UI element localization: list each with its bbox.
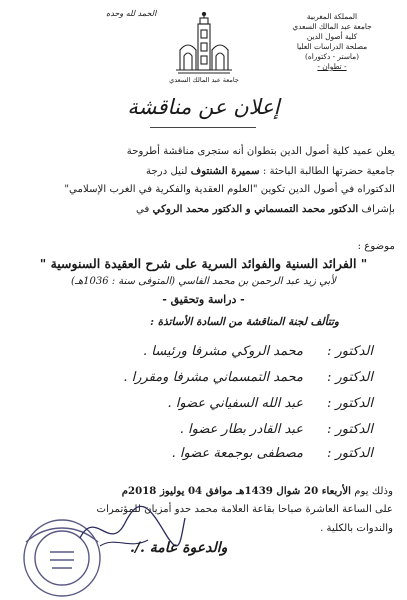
committee-member — [172, 446, 373, 461]
paragraph-text: لنيل درجة — [146, 166, 191, 177]
member-name: مصطفى بوجمعة عضوا . — [171, 446, 303, 461]
logo-caption: جامعة عبد المالك السعدي — [169, 76, 239, 84]
committee-member — [180, 422, 373, 437]
member-title: الدكتور : — [326, 396, 373, 411]
committee-member — [123, 370, 373, 385]
hamdala-text: الحمد لله وحده — [106, 9, 157, 18]
paragraph-text: بإشراف — [358, 204, 395, 215]
member-title: الدكتور : — [326, 370, 373, 385]
member-name: عبد الله السفياني عضوا . — [167, 396, 303, 411]
header-line: - تطوان - — [317, 62, 347, 71]
header-line: جامعة عبد المالك السعدي — [292, 22, 372, 31]
paragraph-text: جامعية حضرتها الطالبة الباحثة : — [259, 166, 395, 177]
paragraph-line-2 — [12, 165, 395, 177]
title-underline — [150, 127, 256, 128]
header-line: المملكة المغربية — [306, 12, 358, 21]
thesis-title: " الفرائد السنية والفوائد السرية على شرح العقيدة السنوسية " — [39, 256, 368, 271]
member-title: الدكتور : — [326, 344, 373, 359]
member-title: الدكتور : — [326, 422, 373, 437]
announcement-title: إعلان عن مناقشة — [127, 95, 280, 119]
paragraph-line-3: الدكتوراه في أصول الدين تكوين "العلوم العقدية والفكرية في الغرب الإسلامي" — [64, 184, 395, 195]
closing-line-2: على الساعة العاشرة صباحا بقاعة العلامة محمد حدو أمزيان للمؤتمرات — [96, 504, 393, 515]
closing-line-3: والندوات بالكلية . — [320, 523, 393, 534]
student-name: سميرة الشنتوف — [190, 165, 260, 177]
committee-member — [168, 396, 373, 411]
paragraph-line-4 — [12, 203, 395, 215]
header-line: (ماستر - دكتوراه) — [304, 52, 360, 61]
member-name: محمد الروكي مشرفا ورئيسا . — [143, 344, 303, 359]
member-title: الدكتور : — [326, 446, 373, 461]
paragraph-text: في — [136, 204, 153, 215]
committee-member — [143, 344, 373, 359]
header-line: مصلحة الدراسات العليا — [296, 42, 368, 51]
paragraph-line-1: يعلن عميد كلية أصول الدين بتطوان أنه ستجرى مناقشة أطروحة — [126, 146, 395, 157]
defense-date: الأربعاء 20 شوال 1439هـ موافق 04 يوليوز 2018م — [121, 485, 351, 497]
topic-label: موضوع : — [357, 241, 395, 252]
member-name: محمد التمسماني مشرفا ومقررا . — [123, 370, 303, 385]
thesis-author: لأبي زيد عبد الرحمن بن محمد الفاسي (المتوفى سنة : 1036هـ) — [71, 276, 336, 287]
committee-intro: وتتألف لجنة المناقشة من السادة الأساتذة : — [150, 316, 339, 328]
closing-text: وذلك يوم — [350, 486, 393, 497]
institution-header — [271, 12, 393, 72]
supervisors-names: الدكتور محمد التمسماني و الدكتور محمد الروكي — [152, 203, 359, 215]
member-name: عبد القادر بطار عضوا . — [179, 422, 303, 437]
header-line: كلية أصول الدين — [306, 32, 358, 41]
closing-line-1 — [13, 485, 393, 497]
thesis-type: - دراسة وتحقيق - — [162, 293, 245, 306]
invitation-text: والدعوة عامة ./. — [130, 540, 228, 556]
